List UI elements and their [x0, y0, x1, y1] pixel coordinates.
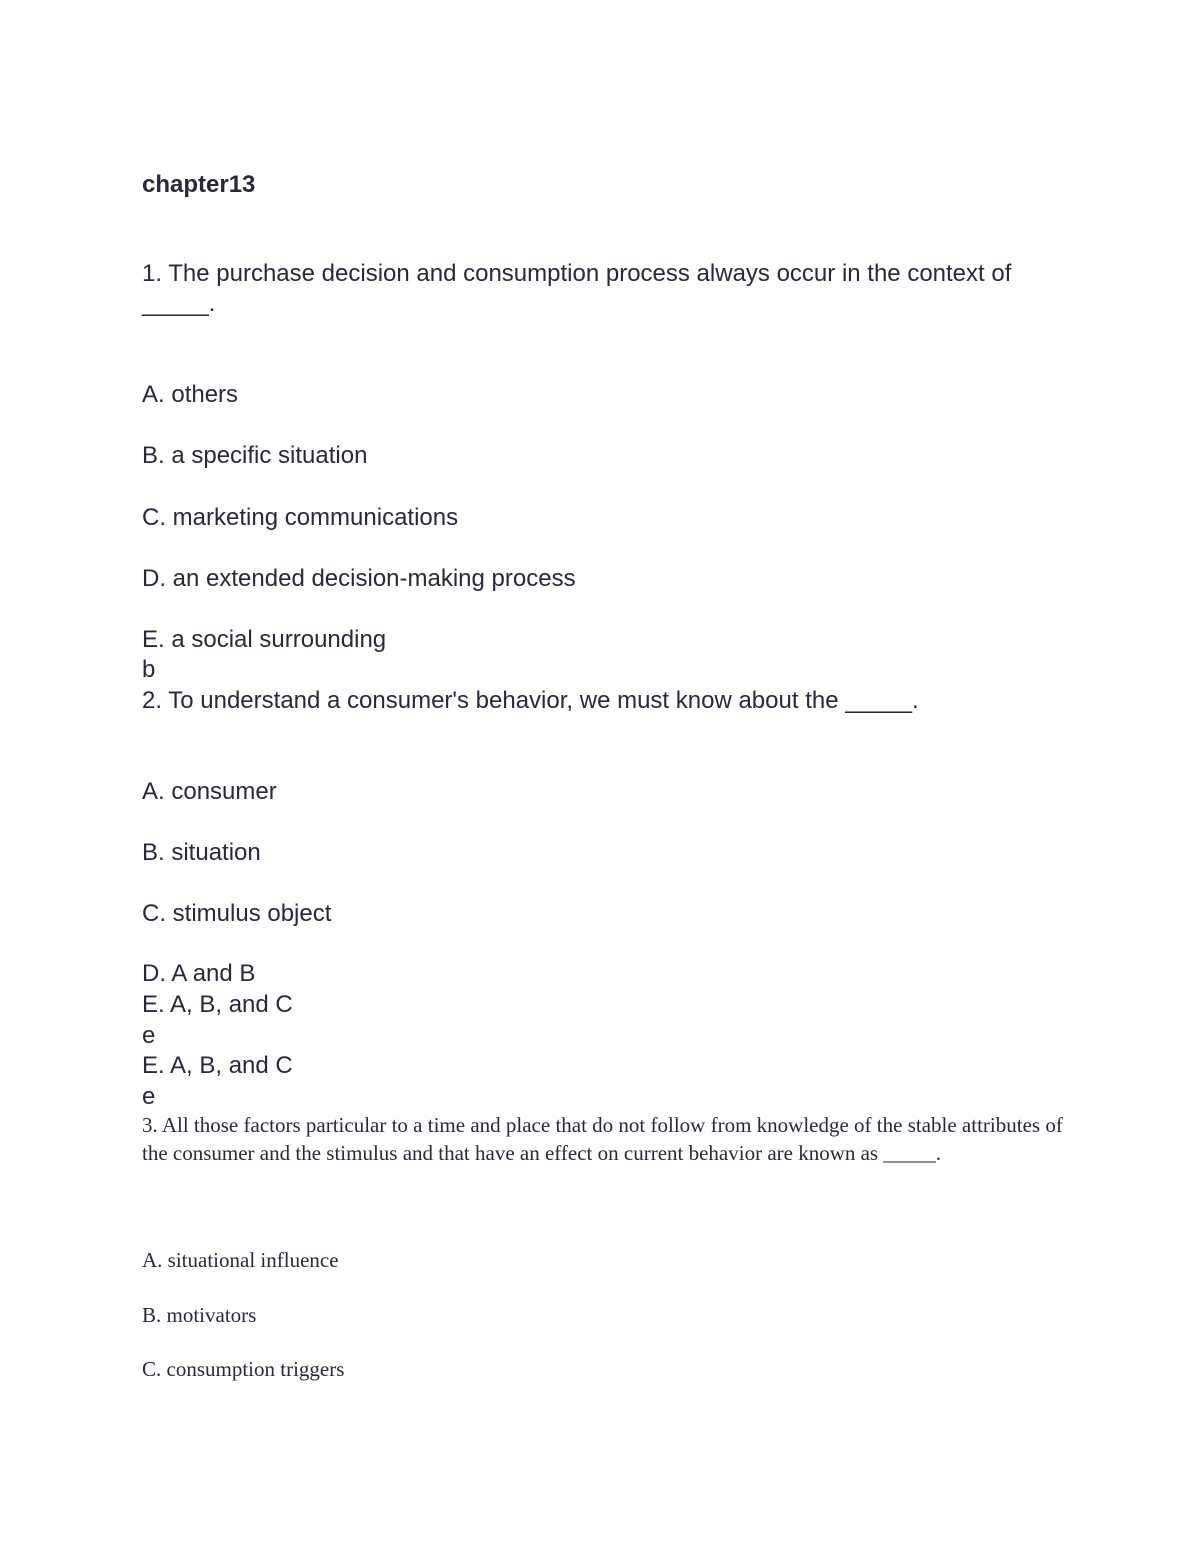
question-1-stem: 1. The purchase decision and consumption process always occur in the context of _____.	[142, 260, 1012, 317]
question-1-option-a: A. others	[142, 381, 239, 408]
question-1-answer: b	[142, 656, 156, 683]
question-2-option-a: A. consumer	[142, 778, 277, 805]
question-2-option-e-repeat: E. A, B, and C	[142, 1052, 293, 1079]
question-2-answer: e	[142, 1022, 156, 1049]
question-2-option-e: E. A, B, and C	[142, 991, 293, 1018]
question-2-stem: 2. To understand a consumer's behavior, we must know about the _____.	[142, 687, 919, 714]
question-1-option-d: D. an extended decision-making process	[142, 565, 576, 592]
question-1-option-e: E. a social surrounding	[142, 626, 387, 653]
question-3-option-a: A. situational influence	[142, 1248, 339, 1272]
question-1-option-b: B. a specific situation	[142, 442, 368, 469]
question-3-option-b: B. motivators	[142, 1303, 257, 1327]
question-2-answer-repeat: e	[142, 1083, 156, 1110]
question-2-option-b: B. situation	[142, 839, 261, 866]
page-title: chapter13	[142, 171, 256, 198]
question-2-option-c: C. stimulus object	[142, 900, 332, 927]
question-1-option-c: C. marketing communications	[142, 504, 459, 531]
question-3-stem: 3. All those factors particular to a time and place that do not follow from knowledge of the stable attributes of the consumer and the stimulus and that have an effect on current behavior are known as _____.	[142, 1113, 1063, 1165]
question-3-option-c: C. consumption triggers	[142, 1357, 345, 1381]
question-2-option-d: D. A and B	[142, 960, 256, 987]
